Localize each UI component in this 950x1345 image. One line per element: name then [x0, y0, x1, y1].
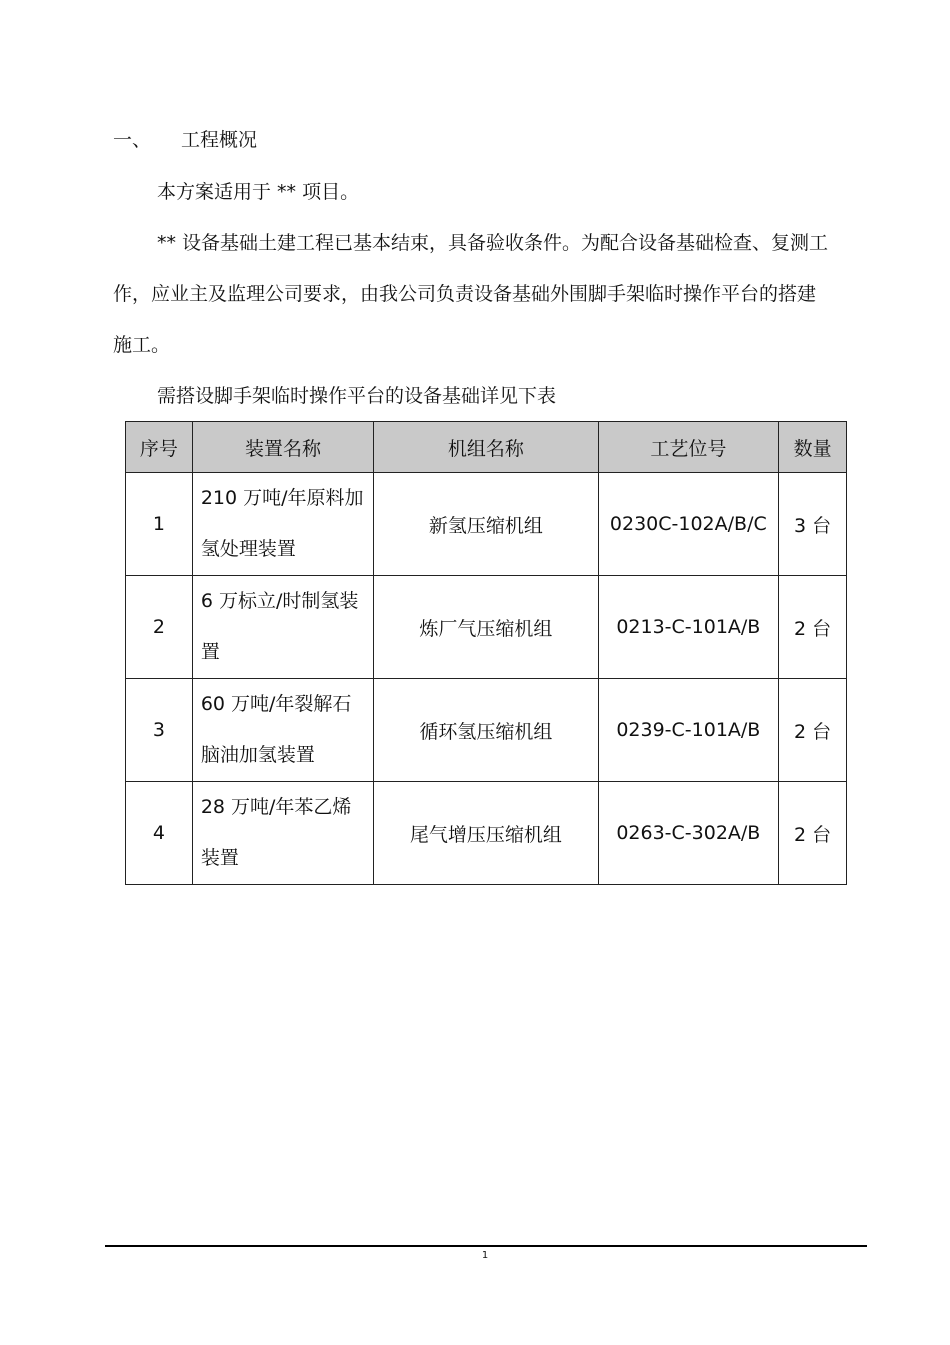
- cell-qty: 2 台: [779, 782, 847, 885]
- cell-tag: 0230C-102A/B/C: [598, 473, 779, 576]
- paragraph-background: ** 设备基础土建工程已基本结束，具备验收条件。为配合设备基础检查、复测工作，应业主及监理公司要求，由我公司负责设备基础外围脚手架临时操作平台的搭建施工。: [113, 232, 829, 356]
- footer-divider: [105, 1245, 867, 1247]
- section-number: 一、: [113, 129, 152, 151]
- header-group: 机组名称: [374, 422, 598, 473]
- cell-qty: 2 台: [779, 576, 847, 679]
- cell-qty: 3 台: [779, 473, 847, 576]
- table-row: [126, 473, 847, 576]
- cell-unit: 6 万标立/时制氢装置: [192, 576, 374, 679]
- equipment-table: [125, 421, 847, 885]
- cell-no: 2: [126, 576, 193, 679]
- cell-no: 4: [126, 782, 193, 885]
- cell-tag: 0239-C-101A/B: [598, 679, 779, 782]
- cell-tag: 0213-C-101A/B: [598, 576, 779, 679]
- header-tag: 工艺位号: [598, 422, 779, 473]
- cell-unit: 60 万吨/年裂解石脑油加氢装置: [192, 679, 374, 782]
- table-row: [126, 679, 847, 782]
- page-number: 1: [481, 1250, 489, 1261]
- cell-group: 循环氢压缩机组: [374, 679, 598, 782]
- header-unit: 装置名称: [192, 422, 374, 473]
- section-heading: [113, 126, 257, 154]
- table-header-row: [126, 422, 847, 473]
- header-qty: 数量: [779, 422, 847, 473]
- header-no: 序号: [126, 422, 193, 473]
- cell-unit: 28 万吨/年苯乙烯装置: [192, 782, 374, 885]
- cell-qty: 2 台: [779, 679, 847, 782]
- cell-unit: 210 万吨/年原料加氢处理装置: [192, 473, 374, 576]
- cell-tag: 0263-C-302A/B: [598, 782, 779, 885]
- section-title: 工程概况: [181, 129, 258, 151]
- cell-group: 炼厂气压缩机组: [374, 576, 598, 679]
- paragraph-table-intro: 需搭设脚手架临时操作平台的设备基础详见下表: [157, 385, 557, 407]
- cell-no: 3: [126, 679, 193, 782]
- table-row: [126, 576, 847, 679]
- cell-no: 1: [126, 473, 193, 576]
- paragraph-scope: 本方案适用于 ** 项目。: [157, 181, 360, 203]
- table-row: [126, 782, 847, 885]
- cell-group: 尾气增压压缩机组: [374, 782, 598, 885]
- cell-group: 新氢压缩机组: [374, 473, 598, 576]
